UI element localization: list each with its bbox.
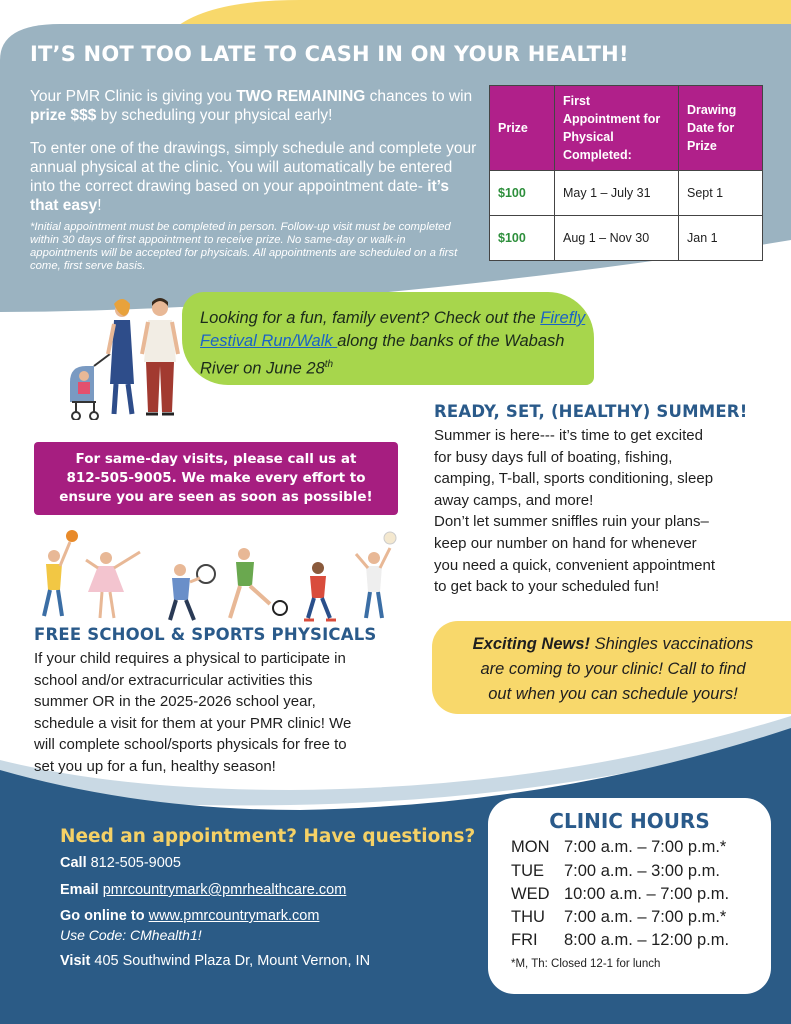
summer-line: you need a quick, convenient appointment: [434, 556, 716, 574]
contact-call: Call 812-505-9005: [60, 855, 181, 871]
hours-time: 7:00 a.m. – 7:00 p.m.*: [564, 908, 727, 926]
school-physicals-heading: FREE SCHOOL & SPORTS PHYSICALS: [34, 625, 377, 644]
summer-line: Don’t let summer sniffles ruin your plans–: [434, 513, 709, 531]
prize-amount: $100: [490, 171, 555, 216]
hours-time: 10:00 a.m. – 7:00 p.m.: [564, 885, 730, 903]
summer-line: Summer is here--- it’s time to get excited: [434, 427, 703, 444]
hours-time: 7:00 a.m. – 3:00 p.m.: [564, 862, 720, 880]
family-illustration: [64, 292, 192, 420]
summer-line: for busy days full of boating, fishing,: [434, 448, 673, 466]
hero-intro-paragraph: Your PMR Clinic is giving you TWO REMAINING chances to win prize $$$ by scheduling your physical early!: [30, 88, 473, 124]
hours-day: THU: [511, 908, 545, 926]
hero-title: IT’S NOT TOO LATE TO CASH IN ON YOUR HEALTH!: [30, 42, 629, 66]
summer-line: keep our number on hand for whenever: [434, 534, 697, 552]
appointment-window: Aug 1 – Nov 30: [555, 216, 679, 261]
hours-day: FRI: [511, 931, 538, 949]
hero-disclaimer: *Initial appointment must be completed in person. Follow-up visit must be completed within 30 days of first appointment to receive prize. No same-day or walk-in appointments will be accepted for physicals. All appointments are scheduled on a first come, first serve basis.: [30, 221, 458, 272]
prize-header-drawing: Drawing Date for Prize: [679, 86, 763, 171]
kids-sports-illustration: [30, 528, 410, 626]
phone-number[interactable]: 812-505-9005: [86, 855, 181, 871]
drawing-date: Jan 1: [679, 216, 763, 261]
hours-day: TUE: [511, 862, 544, 880]
hours-day: WED: [511, 885, 550, 903]
hours-row: [511, 908, 726, 927]
school-physicals-body: [34, 648, 414, 778]
appointment-window: May 1 – July 31: [555, 171, 679, 216]
school-line: school and/or extracurricular activities this: [34, 671, 313, 689]
website-link[interactable]: www.pmrcountrymark.com: [148, 908, 320, 924]
school-line: summer OR in the 2025-2026 school year,: [34, 693, 316, 711]
hours-time: 7:00 a.m. – 7:00 p.m.*: [564, 838, 727, 856]
school-line: If your child requires a physical to participate in: [34, 650, 346, 667]
prize-header-appointment: First Appointment for Physical Completed:: [555, 86, 679, 171]
hours-row: [511, 885, 729, 904]
hours-row: [511, 838, 726, 857]
prize-table-header: [490, 86, 763, 171]
contact-email: Email pmrcountrymark@pmrhealthcare.com: [60, 882, 347, 898]
email-link[interactable]: pmrcountrymark@pmrhealthcare.com: [102, 882, 347, 898]
contact-visit: Visit 405 Southwind Plaza Dr, Mount Vernon, IN: [60, 953, 371, 969]
hours-row: [511, 862, 720, 881]
summer-heading: READY, SET, (HEALTHY) SUMMER!: [434, 402, 748, 421]
hero-details-paragraph: To enter one of the drawings, simply schedule and complete your annual physical at the clinic. You will automatically be entered into the correct drawing based on your appointment date- it’s that easy!: [30, 140, 477, 214]
summer-body: [434, 425, 784, 598]
address: 405 Southwind Plaza Dr, Mount Vernon, IN: [90, 953, 371, 969]
clinic-hours-title: CLINIC HOURS: [549, 809, 710, 833]
same-day-line: ensure you are seen as soon as possible!: [59, 489, 373, 505]
firefly-text: Looking for a fun, family event? Check out the Firefly Festival Run/Walk along the banks of the Wabash River on June 28th: [200, 309, 586, 378]
prize-table: [489, 85, 763, 261]
same-day-line: For same-day visits, please call us at: [75, 451, 357, 467]
summer-line: to get back to your scheduled fun!: [434, 578, 660, 596]
prize-header-prize: Prize: [490, 86, 555, 171]
school-line: will complete school/sports physicals for free to: [34, 736, 347, 754]
school-line: set you up for a fun, healthy season!: [34, 757, 276, 775]
summer-line: camping, T-ball, sports conditioning, sleep: [434, 470, 714, 488]
contact-heading: Need an appointment? Have questions?: [60, 826, 476, 847]
summer-line: away camps, and more!: [434, 491, 594, 509]
shingles-news-text: Exciting News! Shingles vaccinations are coming to your clinic! Call to find out when you can schedule yours!: [472, 635, 754, 703]
same-day-line: 812-505-9005. We make every effort to: [66, 470, 366, 486]
table-row: [490, 171, 763, 216]
firefly-festival-link[interactable]: Firefly Festival Run/Walk: [200, 309, 586, 350]
hours-day: MON: [511, 838, 550, 856]
school-line: schedule a visit for them at your PMR clinic! We: [34, 714, 352, 732]
table-row: [490, 216, 763, 261]
prize-amount: $100: [490, 216, 555, 261]
same-day-banner: [34, 442, 398, 515]
hours-time: 8:00 a.m. – 12:00 p.m.: [564, 931, 730, 949]
hours-footnote: *M, Th: Closed 12-1 for lunch: [511, 958, 661, 970]
hours-row: [511, 931, 729, 950]
drawing-date: Sept 1: [679, 171, 763, 216]
promo-code: Use Code: CMhealth1!: [60, 927, 202, 943]
contact-online: Go online to www.pmrcountrymark.com: [60, 908, 320, 924]
